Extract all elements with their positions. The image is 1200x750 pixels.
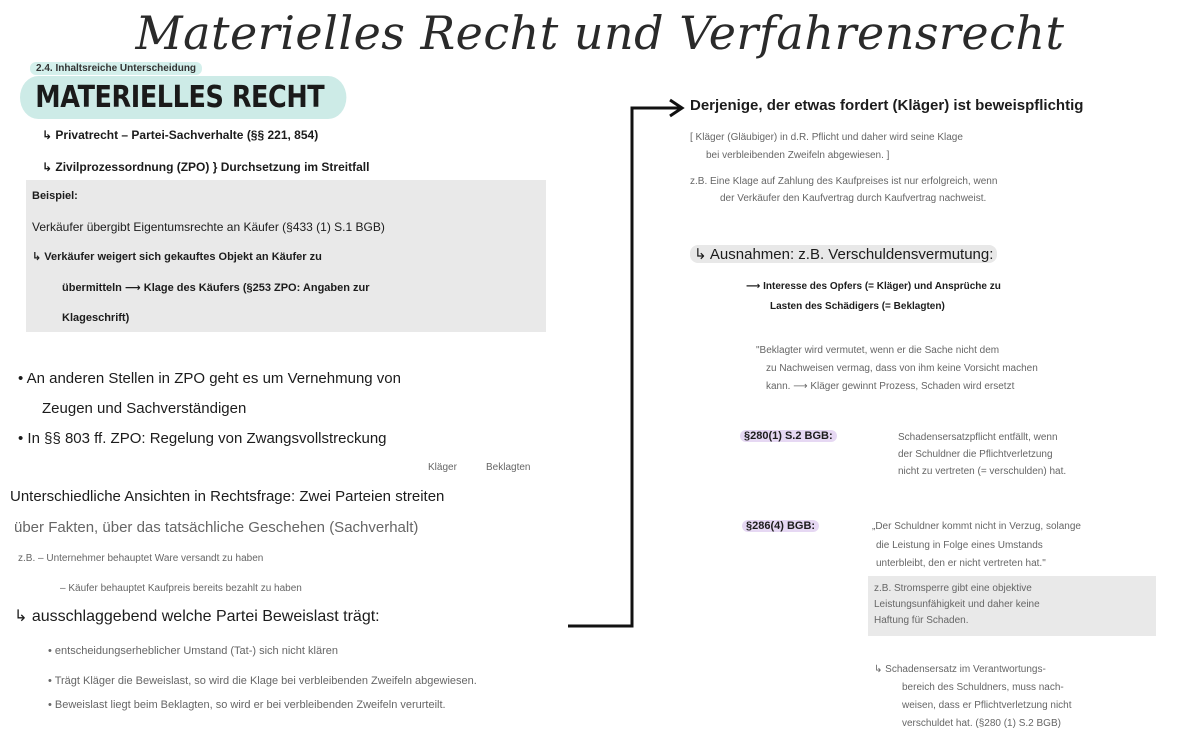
heading-materielles-recht: MATERIELLES RECHT [20,76,346,119]
note-zb-1: z.B. Eine Klage auf Zahlung des Kaufpreises ist nur erfolgreich, wenn [690,176,998,187]
example-label: Beispiel: [32,190,78,202]
stromsperre-line-3: Haftung für Schaden. [874,615,969,626]
exceptions-heading: ↳ Ausnahmen: z.B. Verschuldensvermutung: [690,245,997,263]
annotation-beklagten: Beklagten [486,462,531,473]
paragraph-280-line-1: Schadensersatzpflicht entfällt, wenn [898,432,1058,443]
note-glaeubiger-2: bei verbleibenden Zweifeln abgewiesen. ] [706,150,890,161]
burden-heading: Derjenige, der etwas fordert (Kläger) ist beweispflichtig [690,97,1084,114]
bullet-vernehmung: • An anderen Stellen in ZPO geht es um Vernehmung von [18,370,401,387]
interest-line-2: Lasten des Schädigers (= Beklagten) [770,301,945,312]
quote-line-2: zu Nachweisen vermag, dass von ihm keine Vorsicht machen [766,363,1038,374]
views-line-1: Unterschiedliche Ansichten in Rechtsfrage: Zwei Parteien streiten [10,488,445,505]
example-line-2: ↳ Verkäufer weigert sich gekauftes Objekt an Käufer zu [32,251,322,263]
interest-line-1: ⟶ Interesse des Opfers (= Kläger) und Ansprüche zu [746,281,1001,292]
paragraph-286-line-3: unterbleibt, den er nicht vertreten hat." [876,558,1046,569]
schadensersatz-line-3: weisen, dass er Pflichtverletzung nicht [902,700,1072,711]
note-glaeubiger-1: [ Kläger (Gläubiger) in d.R. Pflicht und daher wird seine Klage [690,132,963,143]
example-unternehmer: z.B. – Unternehmer behauptet Ware versandt zu haben [18,553,264,564]
decisive-point-3: • Beweislast liegt beim Beklagten, so wird er bei verbleibenden Zweifeln verurteilt. [48,699,446,711]
line-zpo: ↳ Zivilprozessordnung (ZPO) } Durchsetzung im Streitfall [42,160,370,174]
quote-line-3: kann. ⟶ Kläger gewinnt Prozess, Schaden wird ersetzt [766,381,1015,392]
annotation-klaeger: Kläger [428,462,457,473]
example-line-3: übermitteln ⟶ Klage des Käufers (§253 ZPO: Angaben zur [62,282,370,294]
decisive-point-2: • Trägt Kläger die Beweislast, so wird die Klage bei verbleibenden Zweifeln abgewiesen. [48,675,477,687]
views-line-2: über Fakten, über das tatsächliche Geschehen (Sachverhalt) [14,519,419,536]
example-line-1: Verkäufer übergibt Eigentumsrechte an Käufer (§433 (1) S.1 BGB) [32,220,385,234]
paragraph-286-ref: §286(4) BGB: [742,520,819,532]
section-label: 2.4. Inhaltsreiche Unterscheidung [30,62,202,75]
paragraph-280-line-3: nicht zu vertreten (= verschulden) hat. [898,466,1067,477]
example-kaeufer: – Käufer behauptet Kaufpreis bereits bezahlt zu haben [60,583,302,594]
schadensersatz-line-2: bereich des Schuldners, muss nach- [902,682,1064,693]
decisive-heading: ↳ ausschlaggebend welche Partei Beweislast trägt: [14,608,380,625]
paragraph-286-line-2: die Leistung in Folge eines Umstands [876,540,1043,551]
quote-line-1: "Beklagter wird vermutet, wenn er die Sache nicht dem [756,345,1000,356]
paragraph-280-ref: §280(1) S.2 BGB: [740,430,837,442]
decisive-point-1: • entscheidungserheblicher Umstand (Tat-) sich nicht klären [48,645,338,657]
bullet-vernehmung-cont: Zeugen und Sachverständigen [42,400,247,417]
stromsperre-line-1: z.B. Stromsperre gibt eine objektive [874,583,1032,594]
schadensersatz-line-4: verschuldet hat. (§280 (1) S.2 BGB) [902,718,1061,729]
paragraph-280-line-2: der Schuldner die Pflichtverletzung [898,449,1053,460]
stromsperre-line-2: Leistungsunfähigkeit und daher keine [874,599,1040,610]
line-privatrecht: ↳ Privatrecht – Partei-Sachverhalte (§§ 221, 854) [42,128,319,142]
schadensersatz-line-1: ↳ Schadensersatz im Verantwortungs- [874,664,1046,675]
example-line-4: Klageschrift) [62,312,130,324]
bullet-zwangsvollstreckung: • In §§ 803 ff. ZPO: Regelung von Zwangsvollstreckung [18,430,387,447]
page-title: Materielles Recht und Verfahrensrecht [135,6,1065,60]
paragraph-286-line-1: „Der Schuldner kommt nicht in Verzug, solange [872,521,1081,532]
note-zb-2: der Verkäufer den Kaufvertrag durch Kaufvertrag nachweist. [720,193,987,204]
